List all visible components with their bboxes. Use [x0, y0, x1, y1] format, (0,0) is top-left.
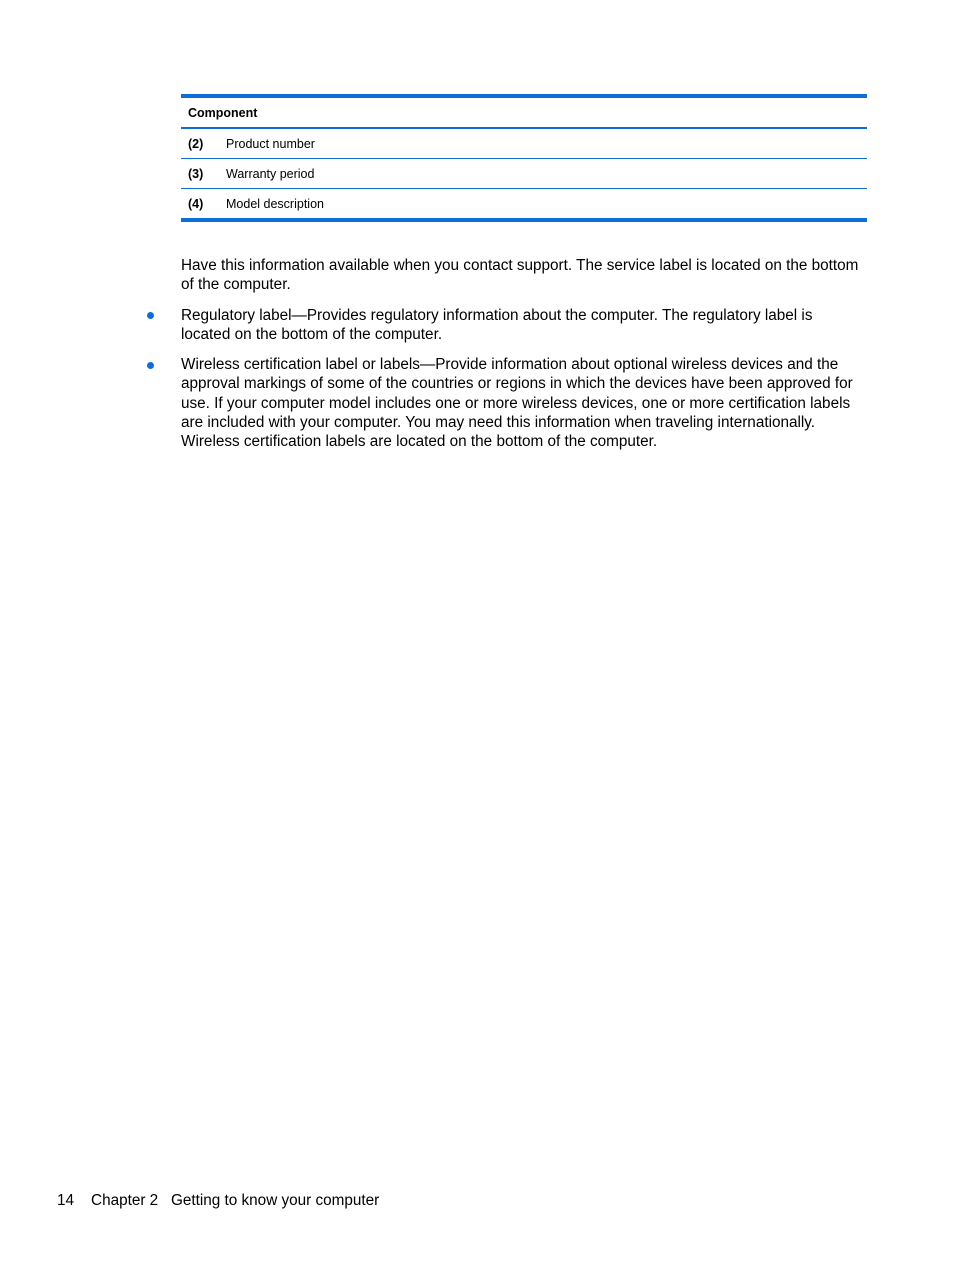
- bullet-regulatory-label: Regulatory label—Provides regulatory information about the computer. The regulatory label is located on the bottom of the computer.: [181, 307, 813, 344]
- bullet-wireless-label: Wireless certification label or labels—Provide information about optional wireless devices and the approval markings of some of the countries or regions in which the devices have been approved for use. If your computer model includes one or more wireless devices, one or more certification labels are included with your computer. You may need this information when traveling internationally. Wireless certification labels are located on the bottom of the computer.: [181, 356, 853, 451]
- page-footer: [57, 1192, 379, 1210]
- intro-paragraph: Have this information available when you contact support. The service label is located on the bottom of the computer.: [181, 257, 859, 294]
- row-label: Model description: [226, 196, 324, 211]
- page-number: 14: [57, 1192, 75, 1209]
- row-label: Product number: [226, 136, 315, 151]
- table-row: [181, 159, 867, 189]
- bullet-icon: [147, 312, 154, 319]
- table-row: [181, 189, 867, 218]
- table-row: [181, 129, 867, 159]
- table-header-row: [181, 98, 867, 129]
- chapter-label: Chapter 2: [91, 1192, 159, 1209]
- chapter-title: Getting to know your computer: [170, 1192, 380, 1209]
- row-number: (4): [188, 196, 204, 211]
- row-number: (3): [188, 166, 204, 181]
- component-table: [181, 94, 867, 222]
- table-header-component: Component: [188, 105, 258, 120]
- bullet-icon: [147, 362, 154, 369]
- row-number: (2): [188, 136, 204, 151]
- row-label: Warranty period: [226, 166, 315, 181]
